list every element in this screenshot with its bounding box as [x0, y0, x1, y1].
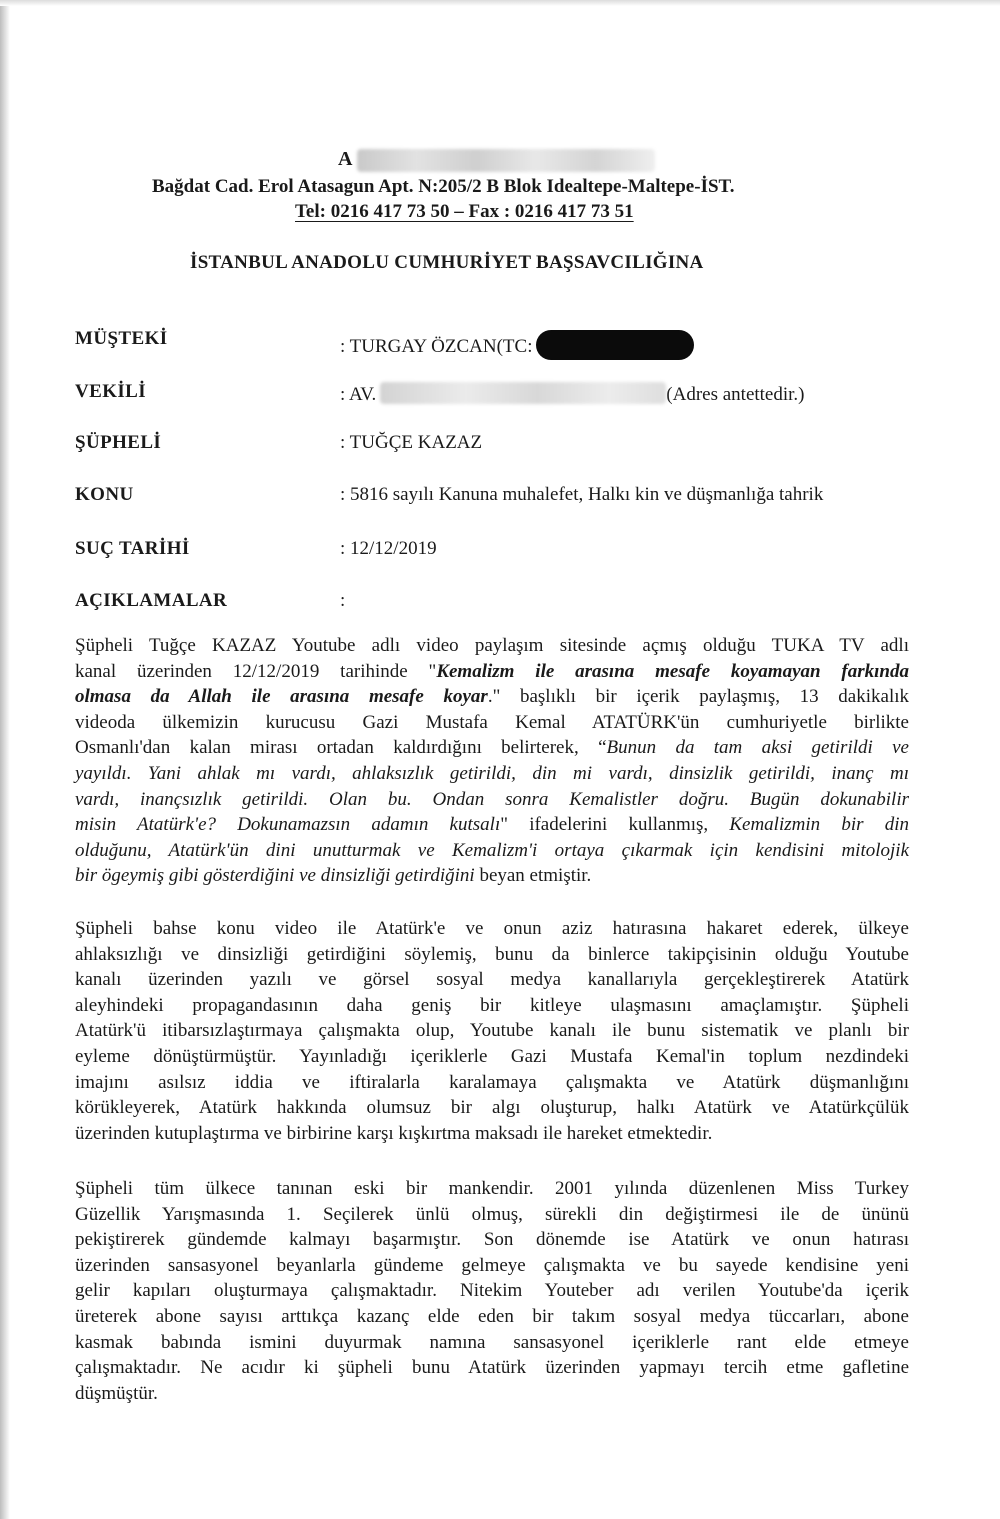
p1-line-2 — [75, 659, 909, 685]
p2-line: imajını asılsız iddia ve iftiralarla karalamaya çalışmakta ve Atatürk düşmanlığını — [75, 1071, 909, 1093]
p3-line: pekiştirerek gündemde kalmayı başarmıştır. Son dönemde ise Atatürk ve onun hatırası — [75, 1229, 909, 1251]
p1-italic: bir ögeymiş gibi gösterdiğini ve dinsizliği getirdiğini — [75, 865, 475, 887]
p1-line-10 — [75, 863, 909, 889]
vekili-label: VEKİLİ — [75, 381, 147, 402]
supheli-label: ŞÜPHELİ — [75, 432, 162, 453]
aciklamalar-value: : — [340, 590, 346, 611]
p1-text: kanal üzerinden 12/12/2019 tarihinde " — [75, 660, 437, 682]
suc-tarihi-label: SUÇ TARİHİ — [75, 538, 190, 559]
letterhead-name: A — [338, 148, 353, 170]
redacted-lawyer-blur — [380, 382, 666, 404]
p3-line: üzerinden sansasyonel beyanlarla gündeme gelmeye çalışmakta ve bu sayede kendisine yeni — [75, 1254, 909, 1276]
supheli-value: : TUĞÇE KAZAZ — [340, 432, 483, 453]
p1-line-4: videoda ülkemizin kurucusu Gazi Mustafa Kemal ATATÜRK'ün cumhuriyetle birlikte — [75, 711, 909, 733]
p2-line: aleyhindeki propagandasının daha geniş bir kitleye ulaşmasını amaçlamıştır. Şüpheli — [75, 994, 909, 1016]
p1-line-6: yayıldı. Yani ahlak mı vardı, ahlaksızlık getirildi, din mi vardı, dinsizlik getirildi, inanç mı — [75, 762, 909, 784]
suc-tarihi-value: : 12/12/2019 — [340, 538, 437, 559]
konu-label: KONU — [75, 484, 134, 505]
p2-line: kanalı üzerinden yazılı ve görsel sosyal medya kanallarıyla gerçekleştirerek Atatürk — [75, 969, 909, 991]
letterhead-address: Bağdat Cad. Erol Atasagun Apt. N:205/2 B Blok Idealtepe-Maltepe-İST. — [152, 176, 735, 197]
p1-text: beyan etmiştir. — [474, 865, 592, 887]
p1-line-7: vardı, inançsızlık getirildi. Olan bu. Ondan sonra Kemalistler doğru. Bugün dokunabilir — [75, 788, 909, 810]
addressee-title: İSTANBUL ANADOLU CUMHURİYET BAŞSAVCILIĞINA — [190, 252, 704, 273]
paragraph-3 — [75, 1176, 909, 1406]
p3-line: üreterek abone sayısı arttıkça kazanç elde eden bir takım sosyal medya tüccarları, abone — [75, 1305, 909, 1327]
p2-line: eyleme dönüştürmüştür. Yayınladığı içeriklerle Gazi Mustafa Kemal'in toplum nezdindeki — [75, 1045, 909, 1067]
p2-line: Şüpheli bahse konu video ile Atatürk'e ve onun aziz hatırasına hakaret ederek, ülkeye — [75, 918, 909, 939]
vekili-prefix: : AV. — [340, 384, 377, 405]
p2-line: körükleyerek, Atatürk hakkında olumsuz bir algı oluşturup, halkı Atatürk ve Atatürkçülük — [75, 1097, 909, 1119]
vekili-suffix: (Adres antettedir.) — [666, 384, 805, 405]
p2-line: ahlaksızlığı ve dinsizliği getirdiğini söylemiş, bunu da binlerce takipçisinin olduğu Youtube — [75, 943, 909, 965]
konu-value: : 5816 sayılı Kanuna muhalefet, Halkı kin ve düşmanlığa tahrik — [340, 484, 824, 505]
scan-shadow-top — [0, 0, 1000, 6]
p1-line-5 — [75, 735, 909, 761]
musteki-value — [340, 330, 694, 360]
scan-shadow-left — [0, 0, 10, 1519]
p3-line: gelir kapıları oluşturmaya çalışmaktadır. Nitekim Youteber adı verilen Youtube'da içerik — [75, 1280, 909, 1302]
aciklamalar-label: AÇIKLAMALAR — [75, 590, 228, 611]
p1-quote-italic: misin Atatürk'e? Dokunamazsın adamın kutsalı — [75, 814, 501, 836]
p1-text: ." başlıklı bir içerik paylaşmış, 13 dakikalık — [487, 686, 909, 708]
p1-quote-italic: Bunun da tam aksi getirildi ve — [606, 737, 909, 759]
vekili-value — [340, 382, 805, 406]
paragraph-2 — [75, 916, 909, 1146]
p1-line-1: Şüpheli Tuğçe KAZAZ Youtube adlı video paylaşım sitesinde açmış olduğu TUKA TV adlı — [75, 635, 909, 656]
p2-line: Atatürk'ü itibarsızlaştırmaya çalışmakta olup, Youtube kanalı ile bunu sistematik ve planlı bir — [75, 1020, 909, 1042]
p1-text: " ifadelerini kullanmış, — [500, 814, 730, 836]
p3-line: Şüpheli tüm ülkece tanınan eski bir mankendir. 2001 yılında düzenlenen Miss Turkey — [75, 1178, 909, 1199]
p3-line: düşmüştür. — [75, 1382, 158, 1404]
p1-italic: Kemalizmin bir din — [729, 814, 909, 836]
letterhead-contact: Tel: 0216 417 73 50 – Fax : 0216 417 73 51 — [295, 201, 634, 222]
redacted-id-box — [536, 330, 694, 360]
redacted-name-blur — [357, 149, 655, 172]
p3-line: çalışmaktadır. Ne acıdır ki şüpheli bunu Atatürk üzerinden yapmayı tercih etme gafletine — [75, 1357, 909, 1379]
musteki-label: MÜŞTEKİ — [75, 328, 168, 349]
p1-text: Osmanlı'dan kalan mirası ortadan kaldırdığını belirterek, “ — [75, 737, 607, 759]
p1-line-3 — [75, 684, 909, 710]
paragraph-1 — [75, 633, 909, 889]
p1-line-9: olduğunu, Atatürk'ün dini unutturmak ve Kemalizm'i ortaya çıkarmak için kendisini mitolojik — [75, 839, 909, 861]
p3-line: kasmak babında ismini duyurmak namına sansasyonel içeriklerle rant elde etmeye — [75, 1331, 909, 1353]
musteki-value-text: : TURGAY ÖZCAN(TC: — [340, 336, 533, 357]
p1-line-8 — [75, 812, 909, 838]
p1-title-bold-italic: olmasa da Allah ile arasına mesafe koyar — [75, 686, 488, 708]
p1-title-bold-italic: Kemalizm ile arasına mesafe koyamayan farkında — [436, 660, 909, 682]
p3-line: Güzellik Yarışmasında 1. Seçilerek ünlü olmuş, sürekli din değiştirmesi ile de ününü — [75, 1203, 909, 1225]
p2-line: üzerinden kutuplaştırma ve birbirine karşı kışkırtma maksadı ile hareket etmektedir. — [75, 1122, 713, 1144]
